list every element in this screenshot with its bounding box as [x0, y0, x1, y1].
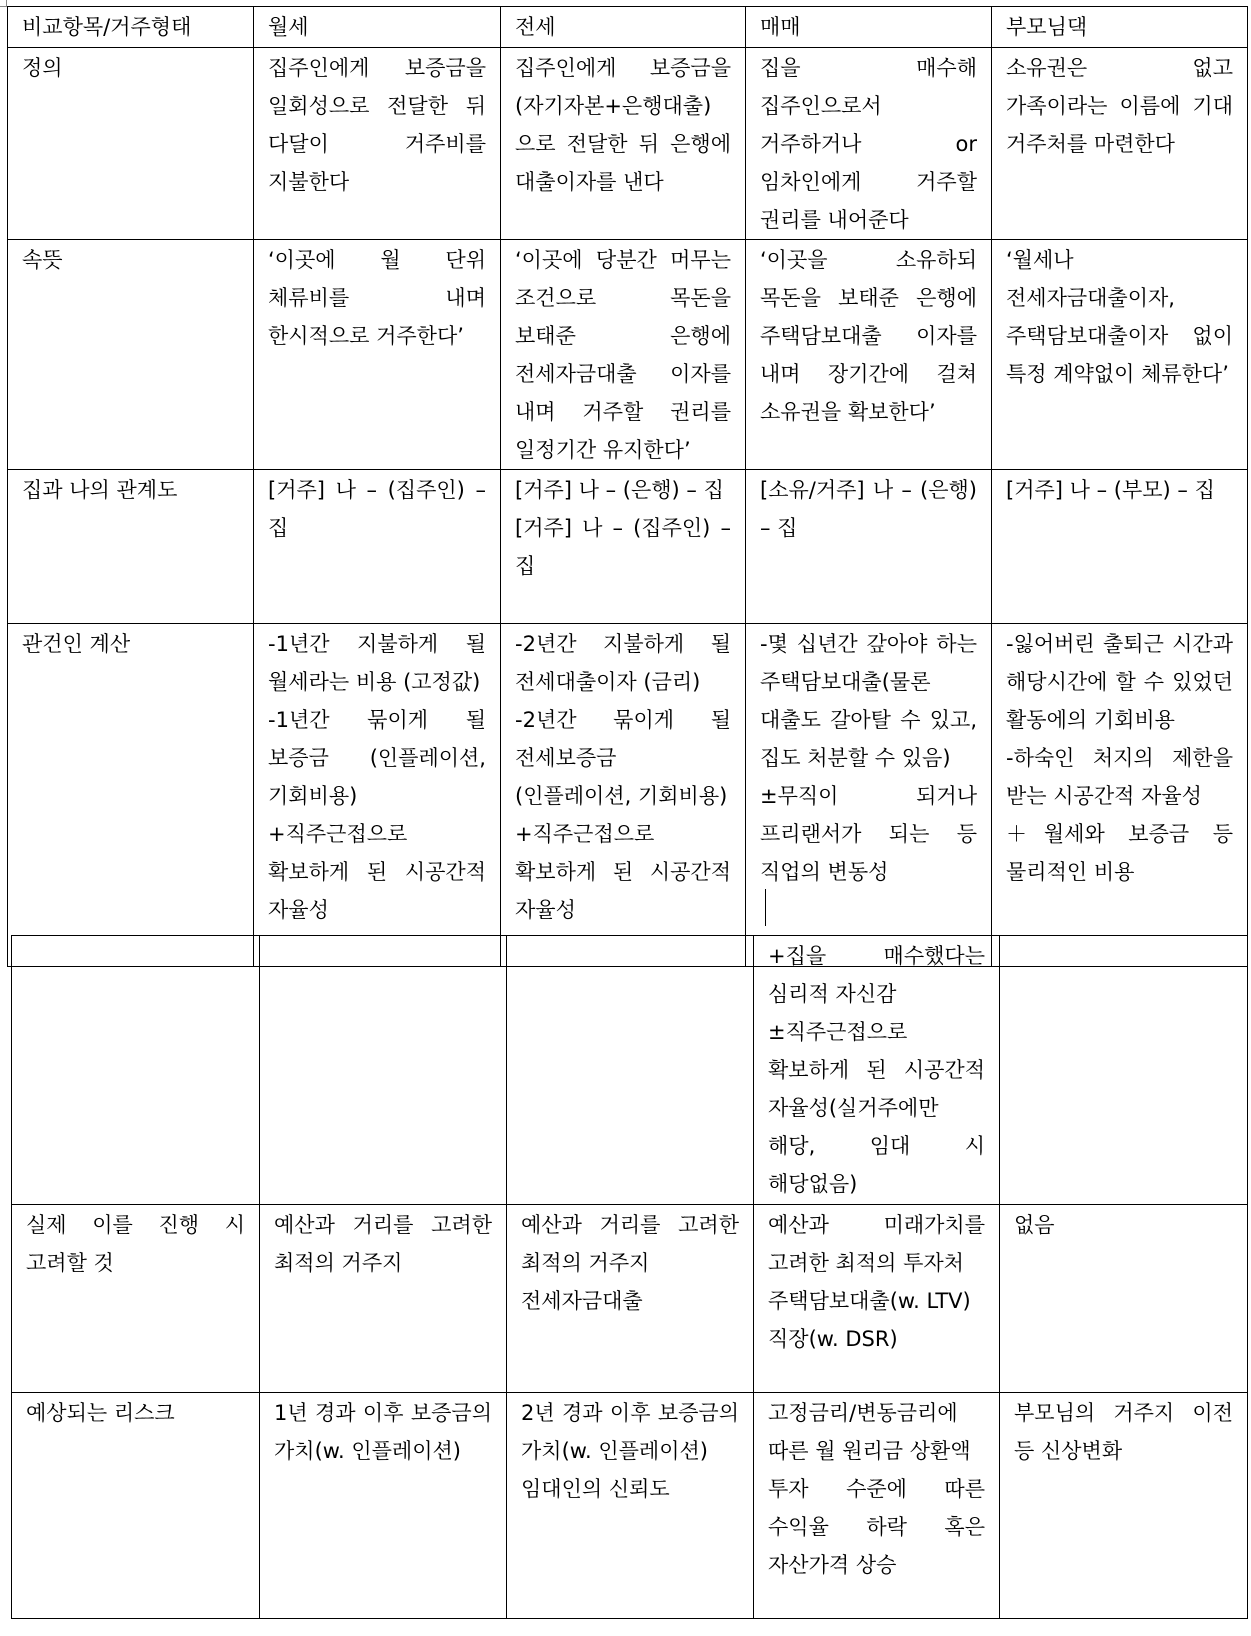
header-cell-purchase: 매매: [746, 7, 992, 48]
cell-jeonse: [507, 936, 754, 1205]
cell-paragraph: 주택담보대출(w. LTV): [768, 1289, 971, 1313]
cell-jeonse: [507, 1205, 754, 1393]
cell-jeonse: [501, 624, 746, 967]
cell-paragraph: 임대인의 신뢰도: [521, 1477, 670, 1501]
cell-paragraph: ‘월세나 전세자금대출이자, 주택담보대출이자 없이 특정 계약없이 체류한다’: [1006, 248, 1233, 386]
cell-paragraph: -1년간 지불하게 될 월세라는 비용 (고정값): [268, 632, 486, 694]
cell-paragraph: ±무직이 되거나 프리랜서가 되는 등 직업의 변동성: [760, 784, 977, 884]
cell-paragraph: -2년간 묶이게 될 전세보증금 (인플레이션, 기회비용): [515, 708, 731, 808]
cell-purchase: [754, 1205, 1000, 1393]
cell-parents-home: [992, 470, 1248, 624]
cell-paragraph: [소유/거주] 나 – (은행) – 집: [760, 478, 977, 540]
stray-vertical-mark: [765, 889, 766, 926]
table-row: [12, 1205, 1248, 1393]
cell-paragraph: 예산과 미래가치를 고려한 최적의 투자처: [768, 1213, 985, 1275]
cell-paragraph: ‘이곳을 소유하되 목돈을 보태준 은행에 주택담보대출 이자를 내며 장기간에 걸쳐 소유권을 확보한다’: [760, 248, 977, 424]
row-label-expected-risks: 예상되는 리스크: [12, 1393, 260, 1619]
cell-paragraph: [거주] 나 – (집주인) – 집: [515, 516, 731, 578]
cell-paragraph: 전세자금대출: [521, 1289, 643, 1313]
cell-purchase: [746, 48, 992, 240]
cell-paragraph: 예산과 거리를 고려한 최적의 거주지: [521, 1213, 739, 1275]
cell-parents-home: [992, 48, 1248, 240]
cell-paragraph: 1년 경과 이후 보증금의 가치(w. 인플레이션): [274, 1401, 492, 1463]
cell-monthly-rent: [260, 1205, 507, 1393]
cell-parents-home: [1000, 1393, 1248, 1619]
cell-jeonse: [501, 240, 746, 470]
cell-paragraph: [거주] 나 – (은행) – 집: [515, 478, 724, 502]
header-cell-parents-home: 부모님댁: [992, 7, 1248, 48]
cell-paragraph: -몇 십년간 갚아야 하는 주택담보대출(물론 대출도 갈아탈 수 있고, 집도 처분할 수 있음): [760, 632, 977, 770]
cell-paragraph: -잃어버린 출퇴근 시간과 해당시간에 할 수 있었던 활동에의 기회비용: [1006, 632, 1233, 732]
cell-parents-home: [1000, 1205, 1248, 1393]
cell-paragraph: 집주인에게 보증금을 (자기자본+은행대출) 으로 전달한 뒤 은행에 대출이자를 낸다: [515, 56, 731, 194]
table-row: [12, 936, 1248, 1205]
housing-comparison-table: [7, 6, 1248, 967]
cell-paragraph: [거주] 나 – (집주인) – 집: [268, 478, 486, 540]
cell-paragraph: ‘이곳에 당분간 머무는 조건으로 목돈을 보태준 은행에 전세자금대출 이자를 내며 거주할 권리를 일정기간 유지한다’: [515, 248, 731, 462]
cell-parents-home: [1000, 936, 1248, 1205]
cell-paragraph: 투자 수준에 따른 수익율 하락 혹은 자산가격 상승: [768, 1477, 985, 1577]
table-row: [8, 470, 1248, 624]
cell-paragraph: 없음: [1014, 1213, 1055, 1237]
row-label-implication: 속뜻: [8, 240, 254, 470]
cell-monthly-rent: [254, 48, 501, 240]
row-label-continued: [12, 936, 260, 1205]
cell-paragraph: +직주근접으로 확보하게 된 시공간적 자율성: [515, 822, 731, 922]
cell-purchase: [754, 936, 1000, 1205]
cell-paragraph: 소유권은 없고 가족이라는 이름에 기대 거주처를 마련한다: [1006, 56, 1233, 156]
cell-paragraph: +직주근접으로 확보하게 된 시공간적 자율성: [268, 822, 486, 922]
table-row: [8, 240, 1248, 470]
cell-jeonse: [501, 48, 746, 240]
cell-purchase: [746, 240, 992, 470]
cell-paragraph: ＋월세와 보증금 등 물리적인 비용: [1006, 822, 1233, 884]
cell-monthly-rent: [254, 470, 501, 624]
cell-paragraph: +집을 매수했다는 심리적 자신감: [768, 944, 985, 1006]
row-label-considerations: 실제 이를 진행 시 고려할 것: [12, 1205, 260, 1393]
row-label-key-calculation: 관건인 계산: [8, 624, 254, 967]
cell-paragraph: 집주인에게 보증금을 일회성으로 전달한 뒤 다달이 거주비를 지불한다: [268, 56, 486, 194]
cell-purchase: [754, 1393, 1000, 1619]
cell-paragraph: 예산과 거리를 고려한 최적의 거주지: [274, 1213, 492, 1275]
cell-paragraph: 부모님의 거주지 이전 등 신상변화: [1014, 1401, 1233, 1463]
cell-jeonse: [507, 1393, 754, 1619]
header-row: [8, 7, 1248, 48]
table-row: [12, 1393, 1248, 1619]
cell-paragraph: [거주] 나 – (부모) – 집: [1006, 478, 1215, 502]
cell-paragraph: 2년 경과 이후 보증금의 가치(w. 인플레이션): [521, 1401, 739, 1463]
cell-paragraph: 집을 매수해 집주인으로서 거주하거나 or 임차인에게 거주할 권리를 내어준다: [760, 56, 977, 232]
cell-paragraph: -2년간 지불하게 될 전세대출이자 (금리): [515, 632, 731, 694]
table-row: [8, 624, 1248, 967]
cell-monthly-rent: [254, 240, 501, 470]
cell-paragraph: -하숙인 처지의 제한을 받는 시공간적 자율성: [1006, 746, 1233, 808]
cell-monthly-rent: [260, 936, 507, 1205]
cell-monthly-rent: [254, 624, 501, 967]
cell-paragraph: 직장(w. DSR): [768, 1327, 898, 1351]
page-corner-mark: [0, 0, 7, 7]
cell-parents-home: [992, 624, 1248, 967]
table-row: [8, 48, 1248, 240]
cell-paragraph: 고정금리/변동금리에 따른 월 원리금 상환액: [768, 1401, 971, 1463]
cell-paragraph: ±직주근접으로 확보하게 된 시공간적 자율성(실거주에만 해당, 임대 시 해당없음): [768, 1020, 985, 1196]
cell-monthly-rent: [260, 1393, 507, 1619]
row-label-relationship: 집과 나의 관계도: [8, 470, 254, 624]
row-label-definition: 정의: [8, 48, 254, 240]
cell-paragraph: ‘이곳에 월 단위 체류비를 내며 한시적으로 거주한다’: [268, 248, 486, 348]
cell-paragraph: -1년간 묶이게 될 보증금 (인플레이션, 기회비용): [268, 708, 486, 808]
header-cell-monthly-rent: 월세: [254, 7, 501, 48]
cell-jeonse: [501, 470, 746, 624]
housing-comparison-table-continued: [11, 935, 1248, 1619]
cell-purchase: [746, 470, 992, 624]
cell-parents-home: [992, 240, 1248, 470]
cell-purchase: [746, 624, 992, 967]
header-cell-jeonse: 전세: [501, 7, 746, 48]
header-cell-category: 비교항목/거주형태: [8, 7, 254, 48]
